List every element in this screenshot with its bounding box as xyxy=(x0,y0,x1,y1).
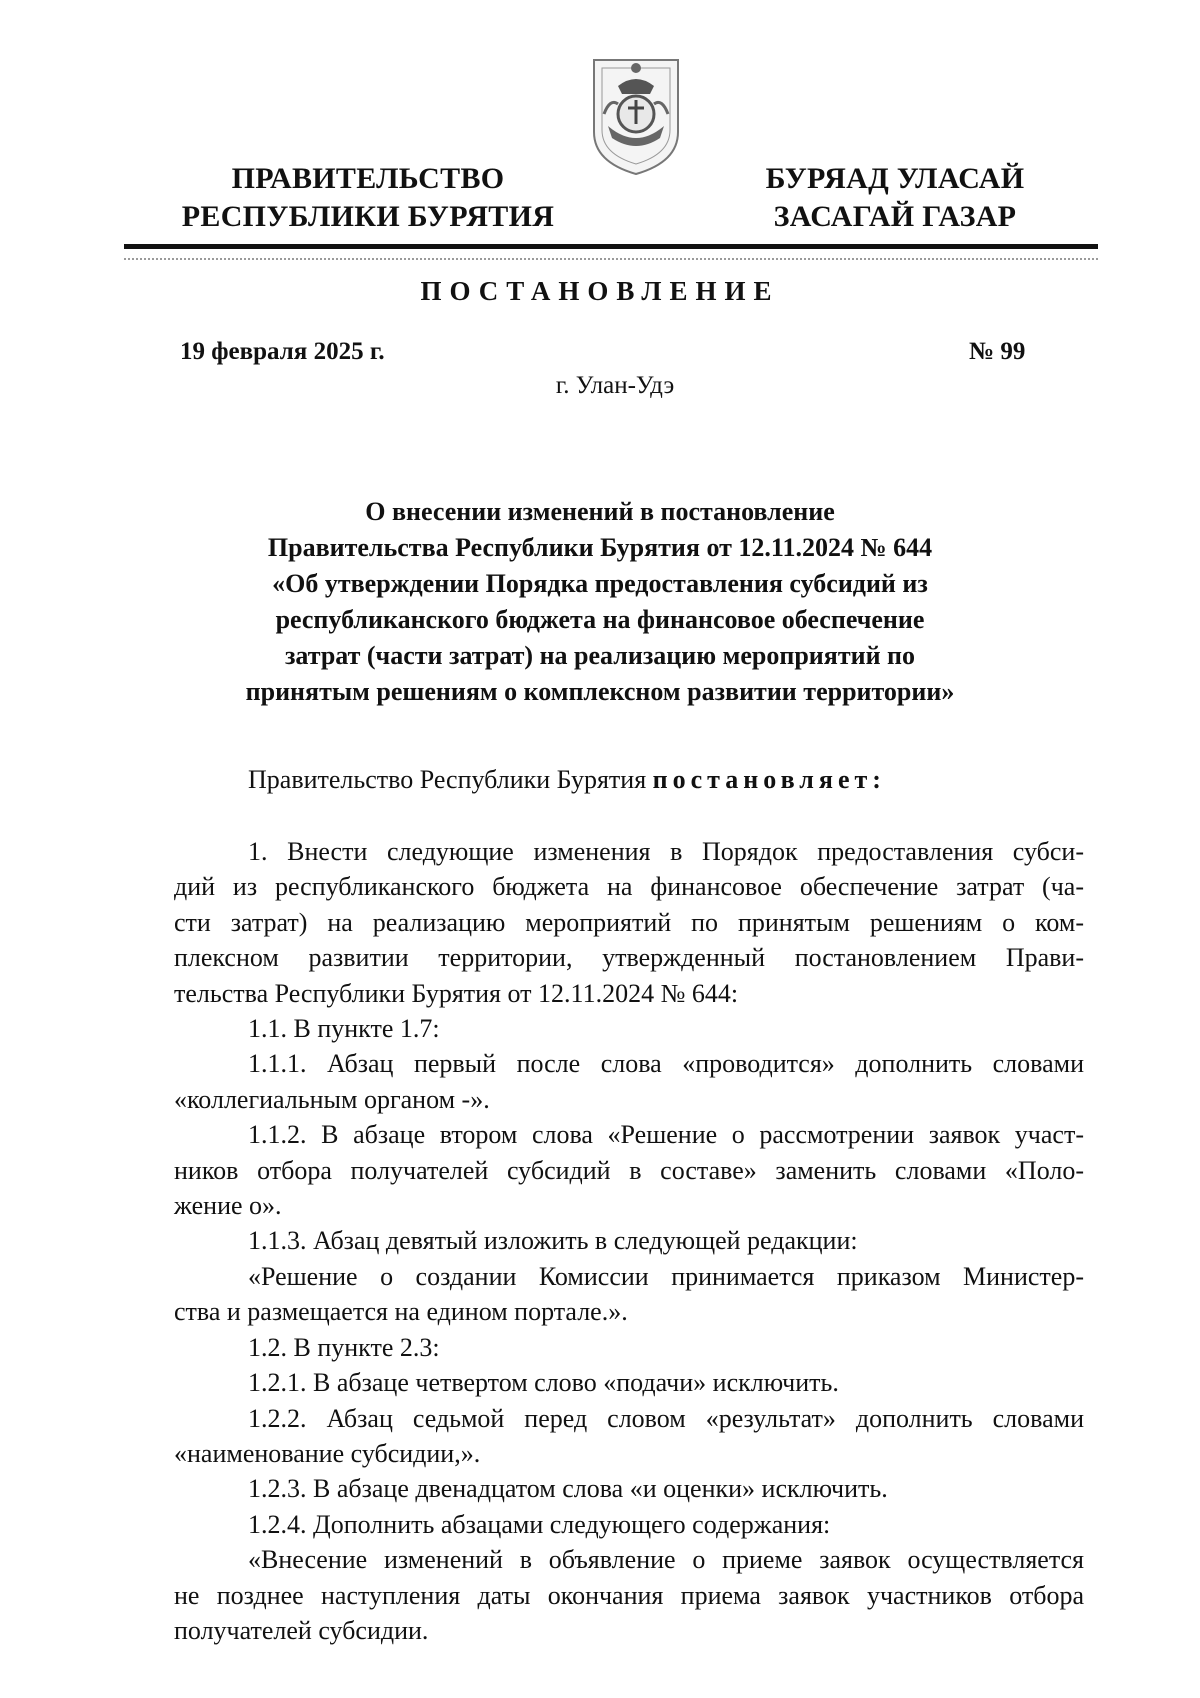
org-name-russian-line2: РЕСПУБЛИКИ БУРЯТИЯ xyxy=(181,200,555,233)
title-line: Правительства Республики Бурятия от 12.11.2024 № 644 xyxy=(267,533,933,562)
document-number: № 99 xyxy=(969,338,1026,365)
header-divider-thick xyxy=(124,244,1098,249)
org-name-russian-line1: ПРАВИТЕЛЬСТВО xyxy=(231,162,505,195)
document-title xyxy=(200,494,1000,710)
document-date: 19 февраля 2025 г. xyxy=(180,338,385,365)
body-line: не позднее наступления даты окончания приема заявок участников отбора xyxy=(174,1580,1084,1610)
body-line: 1.2. В пункте 2.3: xyxy=(248,1332,440,1362)
body-line: сти затрат) на реализацию мероприятий по принятым решениям о ком- xyxy=(174,907,1084,937)
body-line: «наименование субсидии,». xyxy=(174,1438,481,1468)
preamble xyxy=(248,765,886,795)
title-line: республиканского бюджета на финансовое обеспечение xyxy=(275,605,925,634)
body-line: 1.2.2. Абзац седьмой перед словом «результат» дополнить словами xyxy=(248,1403,1084,1433)
preamble-text: Правительство Республики Бурятия xyxy=(248,765,653,794)
title-line: принятым решениям о комплексном развитии территории» xyxy=(245,677,955,706)
body-line: получателей субсидии. xyxy=(174,1615,429,1645)
body-line: 1.2.1. В абзаце четвертом слово «подачи» исключить. xyxy=(248,1368,839,1398)
body-line: «коллегиальным органом -». xyxy=(174,1084,490,1114)
body-line: жение о». xyxy=(174,1191,282,1221)
body-line: 1.1.3. Абзац девятый изложить в следующей редакции: xyxy=(248,1226,858,1256)
title-line: О внесении изменений в постановление xyxy=(365,497,835,526)
body-line: дий из республиканского бюджета на финансовое обеспечение затрат (ча- xyxy=(174,872,1084,902)
body-line: ства и размещается на едином портале.». xyxy=(174,1297,628,1327)
document-body xyxy=(174,834,1084,1648)
org-name-russian xyxy=(158,160,578,236)
body-line: ников отбора получателей субсидий в составе» заменить словами «Поло- xyxy=(174,1155,1084,1185)
preamble-emphasis: постановляет: xyxy=(652,765,886,794)
org-name-buryat-line2: ЗАСАГАЙ ГАЗАР xyxy=(773,200,1017,233)
title-line: затрат (части затрат) на реализацию мероприятий по xyxy=(284,641,916,670)
coat-of-arms-icon xyxy=(588,54,684,178)
body-line: 1. Внести следующие изменения в Порядок предоставления субси- xyxy=(248,837,1084,866)
header-divider-thin xyxy=(124,258,1098,260)
body-line: 1.2.3. В абзаце двенадцатом слова «и оценки» исключить. xyxy=(248,1474,888,1504)
body-line: 1.1. В пункте 1.7: xyxy=(248,1014,440,1044)
body-line: тельства Республики Бурятия от 12.11.2024 № 644: xyxy=(174,978,739,1008)
document-type: ПОСТАНОВЛЕНИЕ xyxy=(420,276,780,306)
body-line: плексном развитии территории, утвержденный постановлением Прави- xyxy=(174,943,1084,973)
body-line: «Решение о создании Комиссии принимается приказом Министер- xyxy=(248,1261,1084,1291)
body-line: 1.1.1. Абзац первый после слова «проводится» дополнить словами xyxy=(248,1049,1084,1079)
document-city: г. Улан-Удэ xyxy=(555,372,675,399)
body-line: 1.2.4. Дополнить абзацами следующего содержания: xyxy=(248,1509,831,1539)
org-name-buryat-line1: БУРЯАД УЛАСАЙ xyxy=(765,162,1025,195)
body-line: «Внесение изменений в объявление о приеме заявок осуществляется xyxy=(248,1545,1084,1575)
title-line: «Об утверждении Порядка предоставления субсидий из xyxy=(272,569,928,598)
org-name-buryat xyxy=(725,160,1065,236)
body-line: 1.1.2. В абзаце втором слова «Решение о рассмотрении заявок участ- xyxy=(248,1120,1084,1150)
